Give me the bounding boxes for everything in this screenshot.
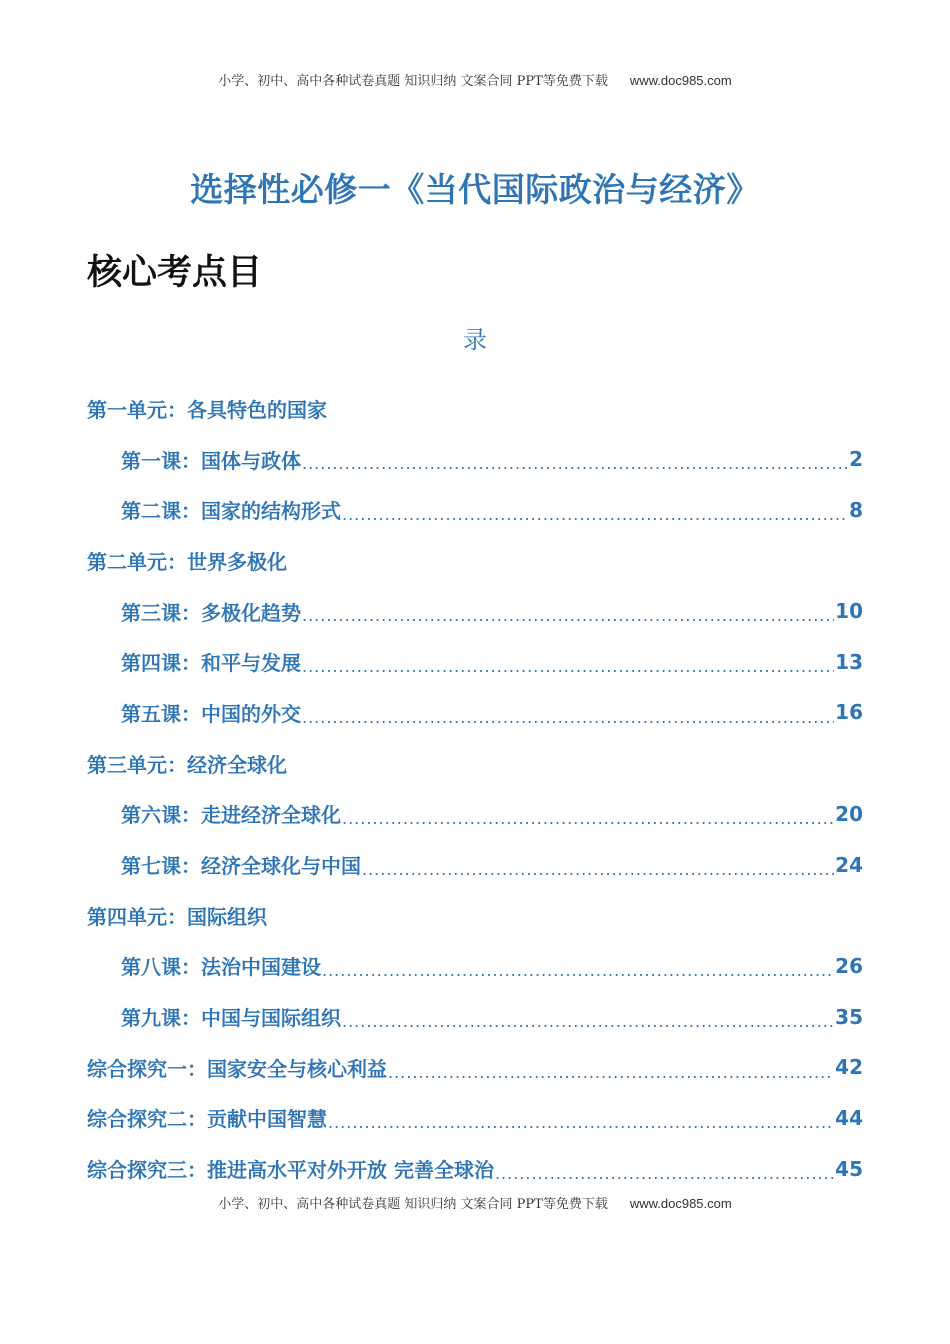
toc-unit-label: 第四单元：国际组织 (87, 904, 267, 929)
toc-dot-leader (342, 1010, 834, 1042)
toc-dot-leader (328, 1111, 834, 1143)
toc-unit-1[interactable] (87, 383, 863, 434)
toc-dot-leader (302, 706, 834, 738)
toc-unit-label: 第三单元：经济全球化 (87, 752, 287, 777)
toc-lesson-1[interactable] (87, 434, 863, 485)
toc-dot-leader (302, 655, 834, 687)
toc-page-number: 8 (849, 497, 863, 522)
toc-dot-leader (342, 807, 834, 839)
toc-dot-leader (495, 1162, 834, 1194)
toc-page-number: 44 (835, 1105, 863, 1130)
footer-site: www.doc985.com (629, 1196, 732, 1211)
toc-unit-label: 第一单元：各具特色的国家 (87, 397, 327, 422)
toc-dot-leader (322, 959, 834, 991)
toc-entry-label: 第四课：和平与发展 (121, 651, 301, 676)
toc-heading-continued: 录 (463, 326, 487, 354)
toc-lesson-7[interactable] (87, 839, 863, 890)
toc-dot-leader (362, 858, 834, 890)
toc-unit-4[interactable] (87, 890, 863, 941)
toc-entry-label: 综合探究一：国家安全与核心利益 (87, 1056, 387, 1081)
toc-lesson-3[interactable] (87, 586, 863, 637)
footer-text: 小学、初中、高中各种试卷真题 知识归纳 文案合同 PPT等免费下载 (218, 1197, 608, 1212)
toc-page-number: 24 (835, 852, 863, 877)
toc-dot-leader (302, 604, 834, 636)
toc-lesson-4[interactable] (87, 636, 863, 687)
toc-explore-2[interactable] (87, 1093, 863, 1144)
page-footer (0, 1193, 950, 1212)
toc-explore-1[interactable] (87, 1042, 863, 1093)
toc-page-number: 42 (835, 1055, 863, 1080)
toc-heading: 核心考点目 (87, 253, 263, 293)
toc-entry-label: 第一课：国体与政体 (121, 448, 301, 473)
toc-dot-leader (342, 503, 848, 535)
page-header (0, 70, 950, 89)
toc-dot-leader (302, 452, 848, 484)
toc-entry-label: 第七课：经济全球化与中国 (121, 854, 361, 879)
toc-lesson-6[interactable] (87, 789, 863, 840)
toc-lesson-9[interactable] (87, 991, 863, 1042)
toc-entry-label: 第八课：法治中国建设 (121, 955, 321, 980)
toc-entry-label: 综合探究二：贡献中国智慧 (87, 1107, 327, 1132)
toc-entry-label: 第五课：中国的外交 (121, 701, 301, 726)
toc-page-number: 35 (835, 1004, 863, 1029)
toc-entry-label: 第二课：国家的结构形式 (121, 499, 341, 524)
table-of-contents (87, 383, 863, 1194)
toc-explore-3[interactable] (87, 1143, 863, 1194)
toc-entry-label: 第六课：走进经济全球化 (121, 803, 341, 828)
toc-dot-leader (388, 1061, 834, 1093)
toc-entry-label: 综合探究三：推进高水平对外开放 完善全球治 (87, 1158, 494, 1183)
toc-page-number: 2 (849, 447, 863, 472)
toc-entry-label: 第九课：中国与国际组织 (121, 1006, 341, 1031)
toc-page-number: 16 (835, 700, 863, 725)
toc-unit-2[interactable] (87, 535, 863, 586)
toc-page-number: 13 (835, 649, 863, 674)
toc-lesson-2[interactable] (87, 484, 863, 535)
toc-page-number: 10 (835, 599, 863, 624)
toc-unit-3[interactable] (87, 738, 863, 789)
header-text: 小学、初中、高中各种试卷真题 知识归纳 文案合同 PPT等免费下载 (218, 74, 608, 89)
header-site: www.doc985.com (629, 73, 732, 88)
toc-page-number: 20 (835, 801, 863, 826)
toc-lesson-5[interactable] (87, 687, 863, 738)
toc-entry-label: 第三课：多极化趋势 (121, 600, 301, 625)
toc-lesson-8[interactable] (87, 941, 863, 992)
toc-page-number: 45 (835, 1156, 863, 1181)
toc-page-number: 26 (835, 953, 863, 978)
document-title: 选择性必修一《当代国际政治与经济》 (190, 170, 760, 209)
toc-unit-label: 第二单元：世界多极化 (87, 549, 287, 574)
